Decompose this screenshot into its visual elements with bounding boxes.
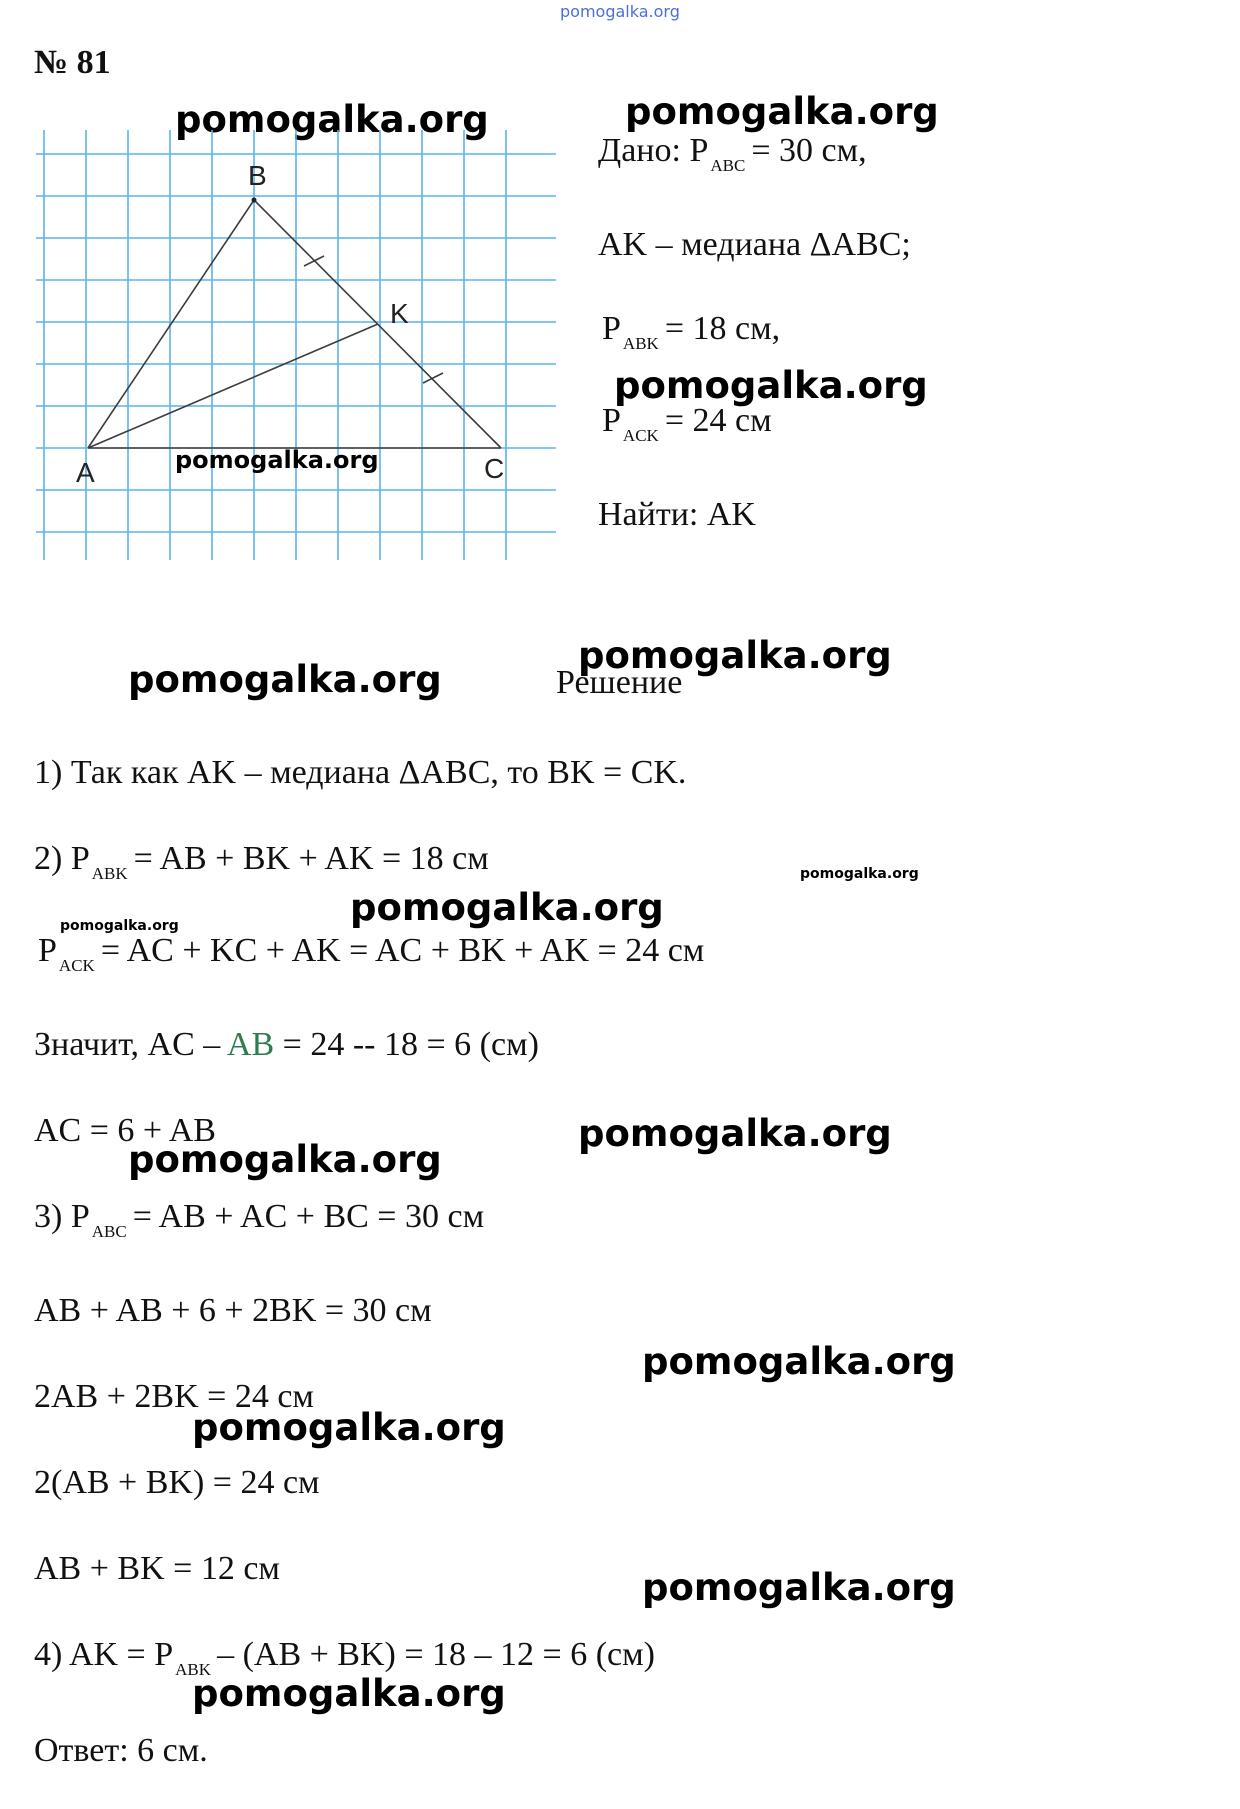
watermark: pomogalka.org [642,1340,956,1383]
watermark: pomogalka.org [642,1566,956,1609]
watermark: pomogalka.org [128,658,442,701]
step-2d: AC = 6 + AB [34,1112,216,1149]
step-4: 4) AK = P $_{ABK}$ – (AB + BK) = 18 – 12 = 6 (см) [34,1636,655,1680]
watermark: pomogalka.org [192,1406,506,1449]
watermark: pomogalka.org [128,1138,442,1181]
tick-bk [304,256,324,266]
watermark: pomogalka.org [192,1672,506,1715]
watermark: pomogalka.org [350,886,664,929]
watermark: pomogalka.org [614,364,928,407]
label-b: B [248,160,267,191]
watermark: pomogalka.org [60,918,179,934]
step-1: 1) Так как AK – медиана ΔABC, то BK = CK. [34,754,687,791]
given-find: Найти: AK [598,496,756,533]
step-3b: AB + AB + 6 + 2BK = 30 см [34,1292,432,1329]
step-3c: 2AB + 2BK = 24 см [34,1378,314,1415]
step-3e: AB + BK = 12 см [34,1550,280,1587]
step-3d: 2(AB + BK) = 24 см [34,1464,320,1501]
label-k: K [390,298,409,329]
median-ak [88,324,378,448]
step-2: 2) P $_{ABK}$ = AB + BK + AK = 18 см [34,840,489,884]
step-2b: P $_{ACK}$ = AC + KC + AK = AC + BK + AK = 24 см [38,932,705,976]
watermark-top: pomogalka.org [560,2,680,21]
given-median: AK – медиана ΔABC; [598,226,911,263]
step-2c: Значит, AC – AB = 24 -- 18 = 6 (см) [34,1026,539,1063]
label-a: A [76,457,95,488]
solution-heading: Решение [556,664,683,701]
watermark: pomogalka.org [175,446,379,474]
step-3: 3) P $_{ABC}$ = AB + AC + BC = 30 см [34,1198,485,1242]
given-p-ack: P $_{ACK}$ = 24 см [602,402,772,446]
given-p-abk: P $_{ABK}$ = 18 см, [602,310,781,354]
answer: Ответ: 6 см. [34,1732,208,1769]
grid [36,130,556,560]
watermark: pomogalka.org [578,1112,892,1155]
triangle-figure [36,130,556,560]
watermark: pomogalka.org [578,634,892,677]
watermark: pomogalka.org [625,90,939,133]
watermark: pomogalka.org [175,98,489,141]
tick-kc [423,373,443,383]
label-c: C [484,453,505,484]
problem-number: № 81 [34,44,111,81]
watermark: pomogalka.org [800,866,919,882]
given-p-abc: Дано: P $_{ABC}$ = 30 см, [598,132,867,176]
